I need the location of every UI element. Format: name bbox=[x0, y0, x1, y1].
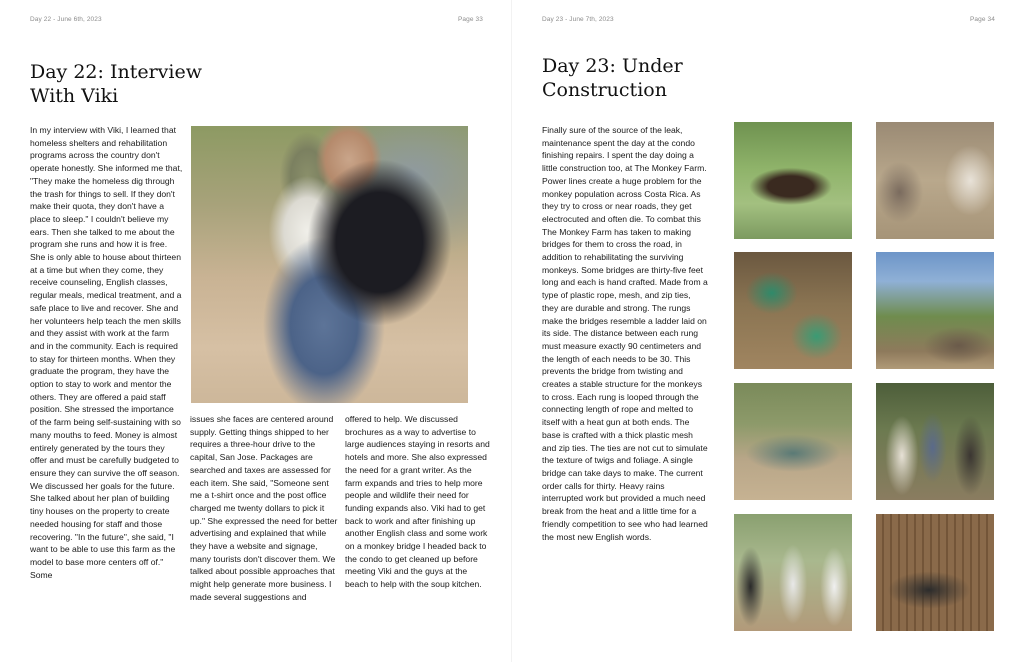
running-header-date: Day 22 - June 6th, 2023 bbox=[30, 16, 102, 23]
photo-hug bbox=[191, 126, 468, 403]
page-title: Day 22: Interview With Viki bbox=[30, 61, 202, 107]
right-page bbox=[512, 0, 1024, 662]
body-column-1: In my interview with Viki, I learned that homeless shelters and rehabilitation programs across the country don't operate honestly. She informed me that, "They make the homeless dig through the trash for things to sell. If they don't make their quota, they don't have a place to sleep." I couldn't believe my ears. Then she talked to me about the program she runs and how it is free. She is only able to house about thirteen at a time but when they come, they receive counseling, English classes, regular meals, medical treatment, and a safe place to live and recover. She and her volunteers help teach the men skills and they assist with work at the farm and in the community. Each is required to stay for thirteen months. When they graduate the program, they have the option to stay to work and mentor the others. They are offered a paid staff position. She stressed the importance of the farm being self-sustaining with so many mouths to feed. Money is almost entirely generated by the tours they offer and must be carefully budgeted to ensure they can survive the off season. We discussed her goals for the future. She talked about her plan of building tiny houses on the property to create needed housing for staff and those recovering. "In the future", she said, "I want to be able to use this farm as the model to base more centers off of." Some bbox=[30, 125, 183, 580]
photo-volunteers bbox=[876, 383, 994, 500]
photo-group-work bbox=[734, 514, 852, 631]
body-column: Finally sure of the source of the leak, maintenance spent the day at the condo finishing repairs. I spent the day doing a little construction too, at The Monkey Farm. Power lines create a huge problem for the monkey population across Costa Rica. As they try to cross or near roads, they get electrocuted and often die. To combat this The Monkey Farm has taken to making bridges for them to cross the road, in addition to rehabilitating the surviving monkeys. Some bridges are thirty-five feet long and each is hand crafted. Made from a type of plastic rope, mesh, and zip ties, they are durable and strong. The rungs make the bridges resemble a ladder laid on its side. The distance between each rung must measure exactly 90 centimeters and the length of each needs to be 30. This prevents the bridge from twisting and creates a stable structure for the monkeys to cross. Each rung is looped through the connecting length of rope and melted to itself with a heat gun at both ends. The base is crafted with a thick plastic mesh and zip ties. The ties are not cut to simulate the texture of twigs and foliage. A single bridge can take days to make. The current order calls for thirty. Heavy rains interrupted work but provided a much need break from the heat and a little time for a friendly competition to see who had learned the most new English words. bbox=[542, 125, 708, 542]
photo-farm-enclosure bbox=[734, 383, 852, 500]
photo-animal-pen bbox=[876, 514, 994, 631]
photo-building-bridge bbox=[876, 122, 994, 239]
body-column-3: offered to help. We discussed brochures as a way to advertise to large audiences staying in resorts and hotels and more. She also expressed the need for a grant writer. As the farm expands and tries to help more people and wildlife their need for funding expands also. Viki had to get back to work and after finishing up another English class and some work on a monkey bridge I headed back to the condo to get cleaned up before meeting Viki and the guys at the beach to help with the soup kitchen. bbox=[345, 414, 490, 590]
page-title: Day 23: Under Construction bbox=[542, 55, 683, 101]
running-header-date: Day 23 - June 7th, 2023 bbox=[542, 16, 614, 23]
photo-rope-materials bbox=[734, 252, 852, 369]
page-number: Page 34 bbox=[970, 16, 995, 23]
photo-monkey-on-bridge bbox=[734, 122, 852, 239]
page-number: Page 33 bbox=[458, 16, 483, 23]
body-column-2: issues she faces are centered around supply. Getting things shipped to her requires a three-hour drive to the capital, San Jose. Packages are searched and taxes are assessed for each item. She said, "Someone sent me a t-shirt once and the post office charged me twenty dollars to pick it up." She expressed the need for better advertising and explained that while they have a website and signage, many tourists don't discover them. We talked about possible approaches that might help generate more business. I made several suggestions and bbox=[190, 414, 338, 602]
photo-farm-trees bbox=[876, 252, 994, 369]
